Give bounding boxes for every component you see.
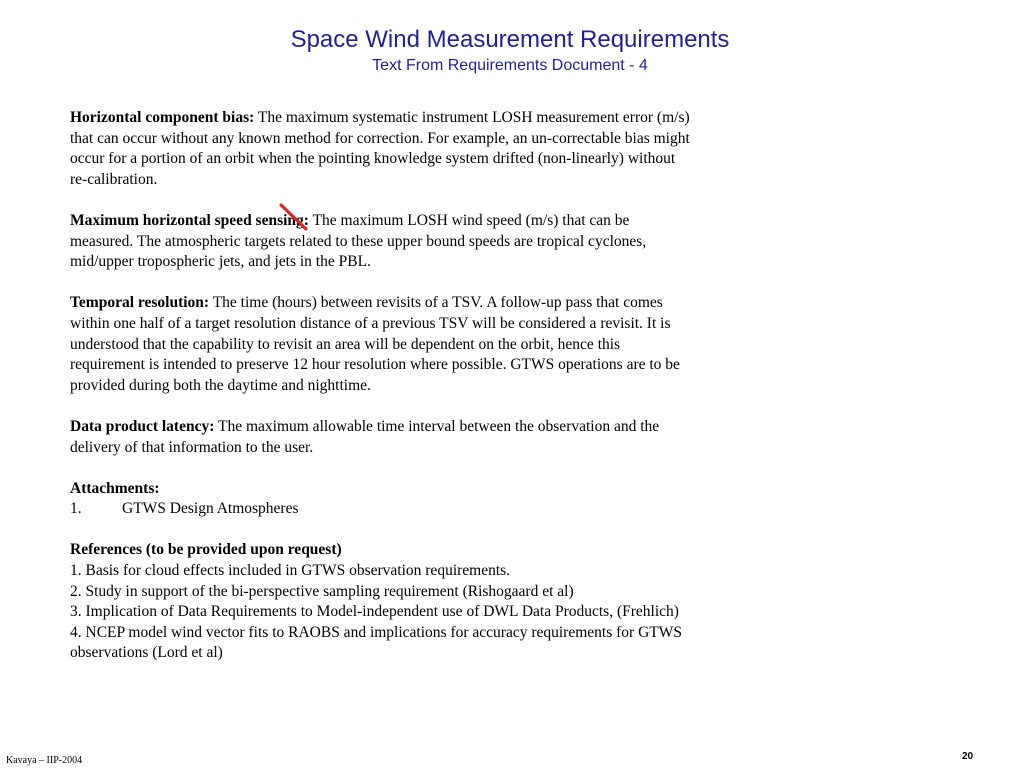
section-max-speed: [70, 211, 690, 273]
reference-item: 3. Implication of Data Requirements to Model-independent use of DWL Data Products, (Frehlich): [70, 603, 679, 621]
section-text: The maximum allowable time interval between the observation and the delivery of that information to the user.: [70, 417, 660, 456]
slide-body: [70, 108, 690, 664]
section-label: Horizontal component bias:: [70, 109, 255, 126]
slide-title: Space Wind Measurement Requirements: [290, 26, 730, 53]
attachment-text: GTWS Design Atmospheres: [122, 500, 299, 518]
reference-item: 1. Basis for cloud effects included in GTWS observation requirements.: [70, 562, 511, 580]
attachments-heading: Attachments:: [70, 479, 160, 497]
attachment-item: [70, 499, 690, 520]
section-temporal: [70, 293, 690, 396]
section-label: Data product latency:: [70, 417, 215, 435]
attachment-number: 1.: [70, 500, 82, 518]
references-section: [70, 540, 690, 664]
section-text: The maximum systematic instrument LOSH measurement error (m/s) that can occur without any known method for correction. For example, an un-correctable bias might occur for a portion of an orbit when the pointing knowledge system drifted (non-linearly) without re-calibration.: [70, 109, 690, 188]
slide-subtitle: Text From Requirements Document - 4: [372, 57, 648, 74]
red-pen-mark-icon: [278, 202, 310, 232]
section-latency: [70, 417, 690, 458]
section-text: The maximum LOSH wind speed (m/s) that can be measured. The atmospheric targets related to these upper bound speeds are tropical cyclones, mid/upper tropospheric jets, and jets in the PBL.: [70, 211, 647, 271]
page-number: 20: [962, 751, 974, 762]
section-label: Maximum horizontal speed sensing:: [70, 211, 309, 229]
footer-author: Kavaya – IIP-2004: [6, 755, 83, 766]
references-heading: References (to be provided upon request): [70, 541, 342, 559]
section-label: Temporal resolution:: [70, 294, 210, 312]
section-text: The time (hours) between revisits of a TSV. A follow-up pass that comes within one half of a target resolution distance of a previous TSV will be considered a revisit. It is understood that the capability to revisit an area will be dependent on the orbit, hence this requirement is intended to preserve 12 hour resolution where possible. GTWS operations are to be provided during both the daytime and nighttime.: [70, 294, 680, 394]
section-horizontal-bias: [70, 108, 690, 190]
attachments-section: [70, 479, 690, 520]
reference-item: 4. NCEP model wind vector fits to RAOBS and implications for accuracy requirements for GTWS observations (Lord et al): [70, 623, 682, 662]
reference-item: 2. Study in support of the bi-perspective sampling requirement (Rishogaard et al): [70, 582, 574, 600]
